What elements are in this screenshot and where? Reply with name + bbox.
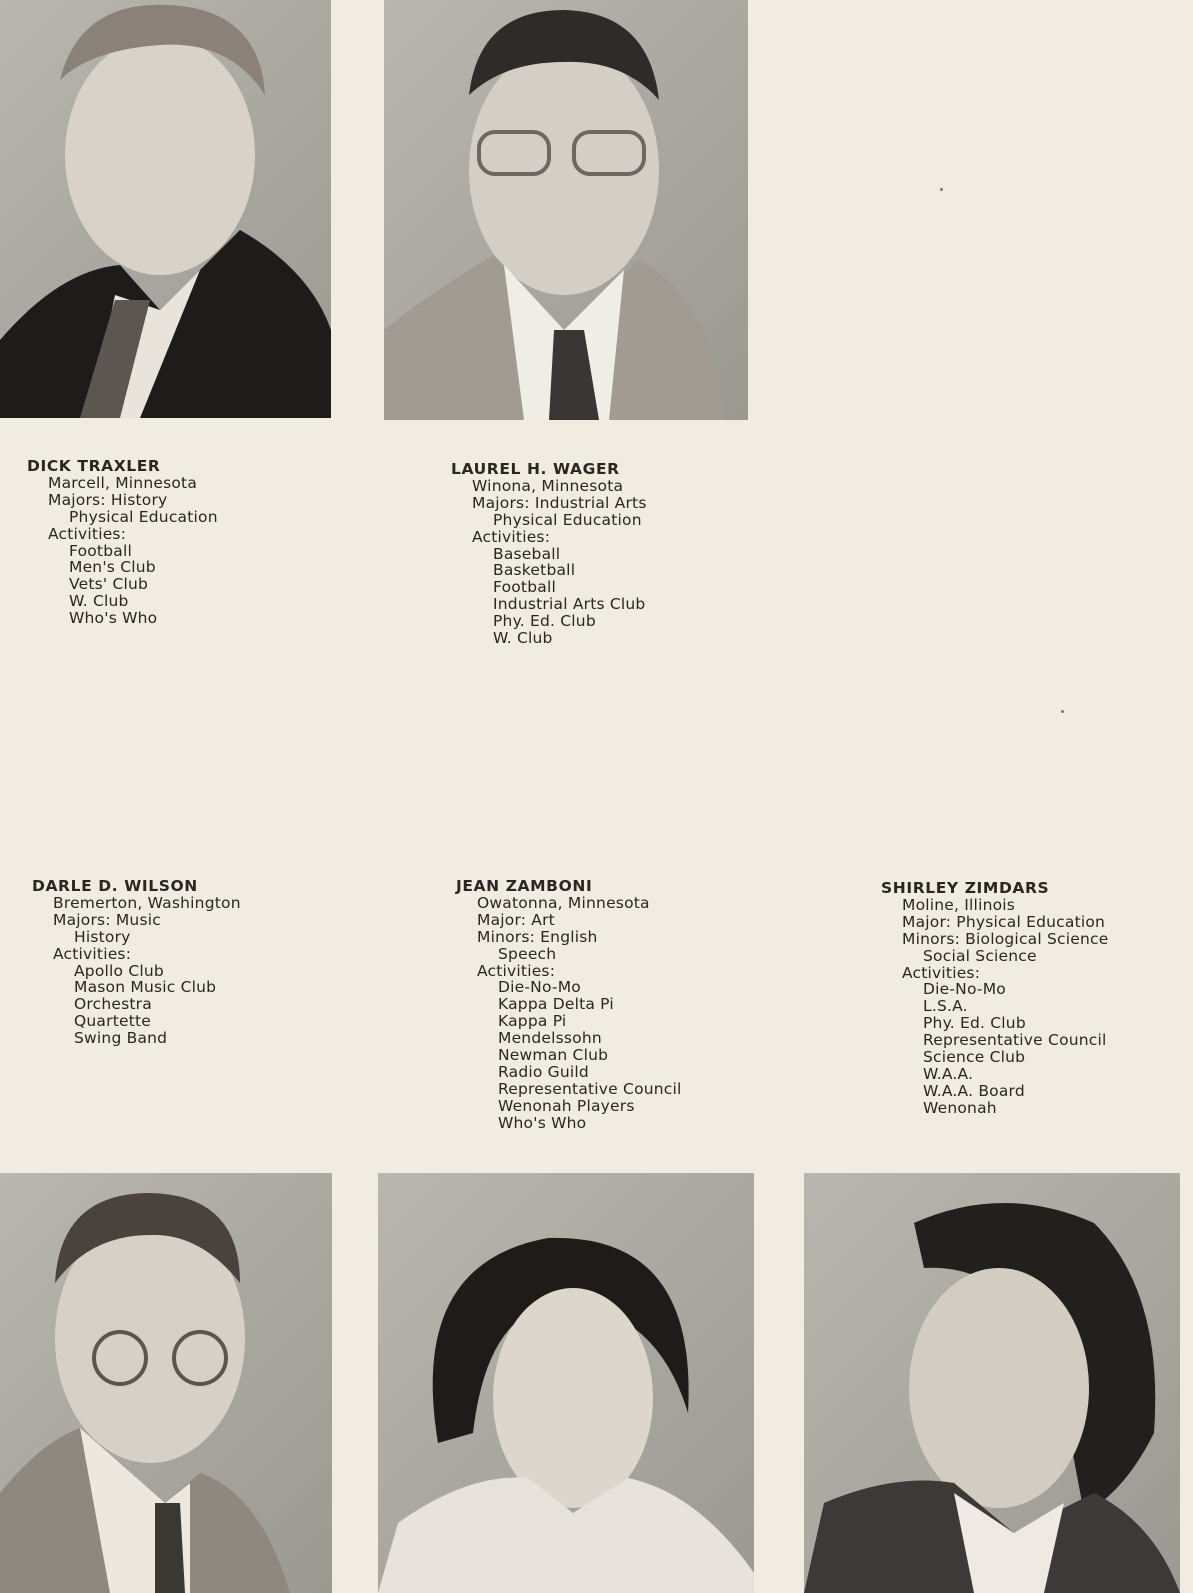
activity-item: Swing Band (74, 1029, 168, 1048)
student-name: LAUREL H. WAGER (451, 460, 620, 478)
activity-item: Men's Club (69, 558, 156, 577)
activity-item: L.S.A. (923, 997, 968, 1016)
activity-item: Die-No-Mo (498, 978, 581, 997)
activity-item: Mason Music Club (74, 978, 217, 997)
activities-label: Activities: (477, 961, 556, 980)
hometown: Bremerton, Washington (53, 893, 241, 912)
majors-label: Majors: Music (53, 910, 161, 929)
bio-shirley-zimdars (881, 880, 1108, 1117)
hometown: Winona, Minnesota (472, 476, 624, 495)
minor-extra: Social Science (923, 946, 1037, 965)
major-extra: History (74, 927, 131, 946)
photo-jean-zamboni (378, 1173, 754, 1593)
major-extra: Physical Education (493, 510, 642, 529)
activity-item: Apollo Club (74, 961, 164, 980)
activity-item: Wenonah (923, 1098, 997, 1117)
hometown: Owatonna, Minnesota (477, 893, 650, 912)
hometown: Moline, Illinois (902, 895, 1016, 914)
activity-item: Orchestra (74, 995, 152, 1014)
activity-item: Industrial Arts Club (493, 595, 646, 614)
activity-item: Newman Club (498, 1046, 609, 1065)
activity-item: Die-No-Mo (923, 980, 1006, 999)
bio-jean-zamboni (456, 878, 682, 1132)
student-name: DARLE D. WILSON (32, 877, 198, 895)
activity-item: Kappa Delta Pi (498, 995, 614, 1014)
activities-label: Activities: (472, 527, 551, 546)
activity-item: W. Club (69, 592, 129, 611)
activity-item: Radio Guild (498, 1062, 589, 1081)
student-name: DICK TRAXLER (27, 457, 161, 475)
activities-label: Activities: (48, 524, 127, 543)
activity-item: Football (69, 541, 132, 560)
major-label: Major: Physical Education (902, 912, 1106, 931)
minor-extra: Speech (498, 944, 557, 963)
student-name: SHIRLEY ZIMDARS (881, 879, 1050, 897)
bio-laurel-wager (451, 461, 647, 647)
activity-item: Phy. Ed. Club (923, 1014, 1026, 1033)
activities-label: Activities: (902, 963, 981, 982)
photo-shirley-zimdars (804, 1173, 1180, 1593)
student-name: JEAN ZAMBONI (456, 877, 593, 895)
bio-darle-wilson (32, 878, 241, 1047)
activity-item: W.A.A. Board (923, 1081, 1025, 1100)
activity-item: W. Club (493, 629, 553, 648)
hometown: Marcell, Minnesota (48, 473, 198, 492)
minors-label: Minors: Biological Science (902, 929, 1109, 948)
majors-label: Majors: Industrial Arts (472, 493, 647, 512)
activity-item: W.A.A. (923, 1064, 974, 1083)
print-speck (940, 188, 943, 191)
major-label: Major: Art (477, 910, 555, 929)
activity-item: Wenonah Players (498, 1096, 635, 1115)
photo-darle-wilson (0, 1173, 332, 1593)
activity-item: Representative Council (498, 1079, 682, 1098)
activity-item: Phy. Ed. Club (493, 612, 596, 631)
major-extra: Physical Education (69, 507, 218, 526)
activity-item: Mendelssohn (498, 1029, 602, 1048)
minors-label: Minors: English (477, 927, 598, 946)
print-speck (1061, 710, 1064, 713)
activity-item: Baseball (493, 544, 561, 563)
activity-item: Football (493, 578, 556, 597)
activity-item: Representative Council (923, 1031, 1107, 1050)
activity-item: Who's Who (69, 609, 158, 628)
activity-item: Basketball (493, 561, 576, 580)
activity-item: Who's Who (498, 1113, 587, 1132)
activity-item: Vets' Club (69, 575, 149, 594)
bio-dick-traxler (27, 458, 218, 627)
activity-item: Kappa Pi (498, 1012, 567, 1031)
majors-label: Majors: History (48, 490, 168, 509)
activities-label: Activities: (53, 944, 132, 963)
activity-item: Science Club (923, 1048, 1026, 1067)
photo-laurel-wager (384, 0, 748, 420)
photo-dick-traxler (0, 0, 331, 418)
activity-item: Quartette (74, 1012, 151, 1031)
